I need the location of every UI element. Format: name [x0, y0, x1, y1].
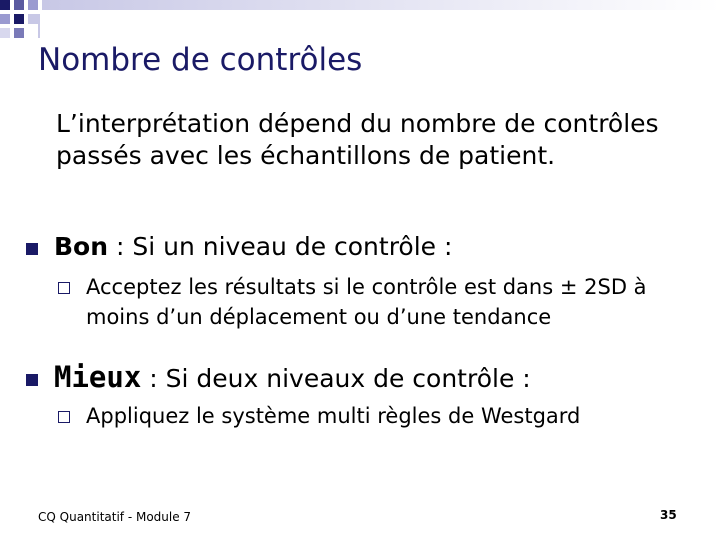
- checkbox-bullet-icon: [58, 411, 70, 423]
- checkbox-bullet-icon: [58, 282, 70, 294]
- bullet-mieux: [54, 360, 531, 394]
- page-number: 35: [660, 508, 677, 522]
- sub-bullet-text: Acceptez les résultats si le contrôle est dans ± 2SD à moins d’un déplacement ou d’une tendance: [86, 275, 647, 329]
- bullet-rest: : Si deux niveaux de contrôle :: [141, 364, 531, 393]
- bullet-lead: Mieux: [54, 360, 142, 394]
- bullet-lead: Bon: [54, 232, 109, 261]
- bullet-square-icon: [26, 243, 38, 255]
- sub-bullet-text: Appliquez le système multi règles de Westgard: [86, 404, 581, 428]
- bullet-bon: [54, 232, 452, 261]
- intro-text: L’interprétation dépend du nombre de contrôles passés avec les échantillons de patient.: [56, 109, 659, 170]
- corner-decoration: [0, 0, 720, 40]
- footer-label: CQ Quantitatif - Module 7: [38, 510, 192, 524]
- slide-title: Nombre de contrôles: [38, 42, 363, 78]
- bullet-rest: : Si un niveau de contrôle :: [108, 232, 453, 261]
- bullet-square-icon: [26, 374, 38, 386]
